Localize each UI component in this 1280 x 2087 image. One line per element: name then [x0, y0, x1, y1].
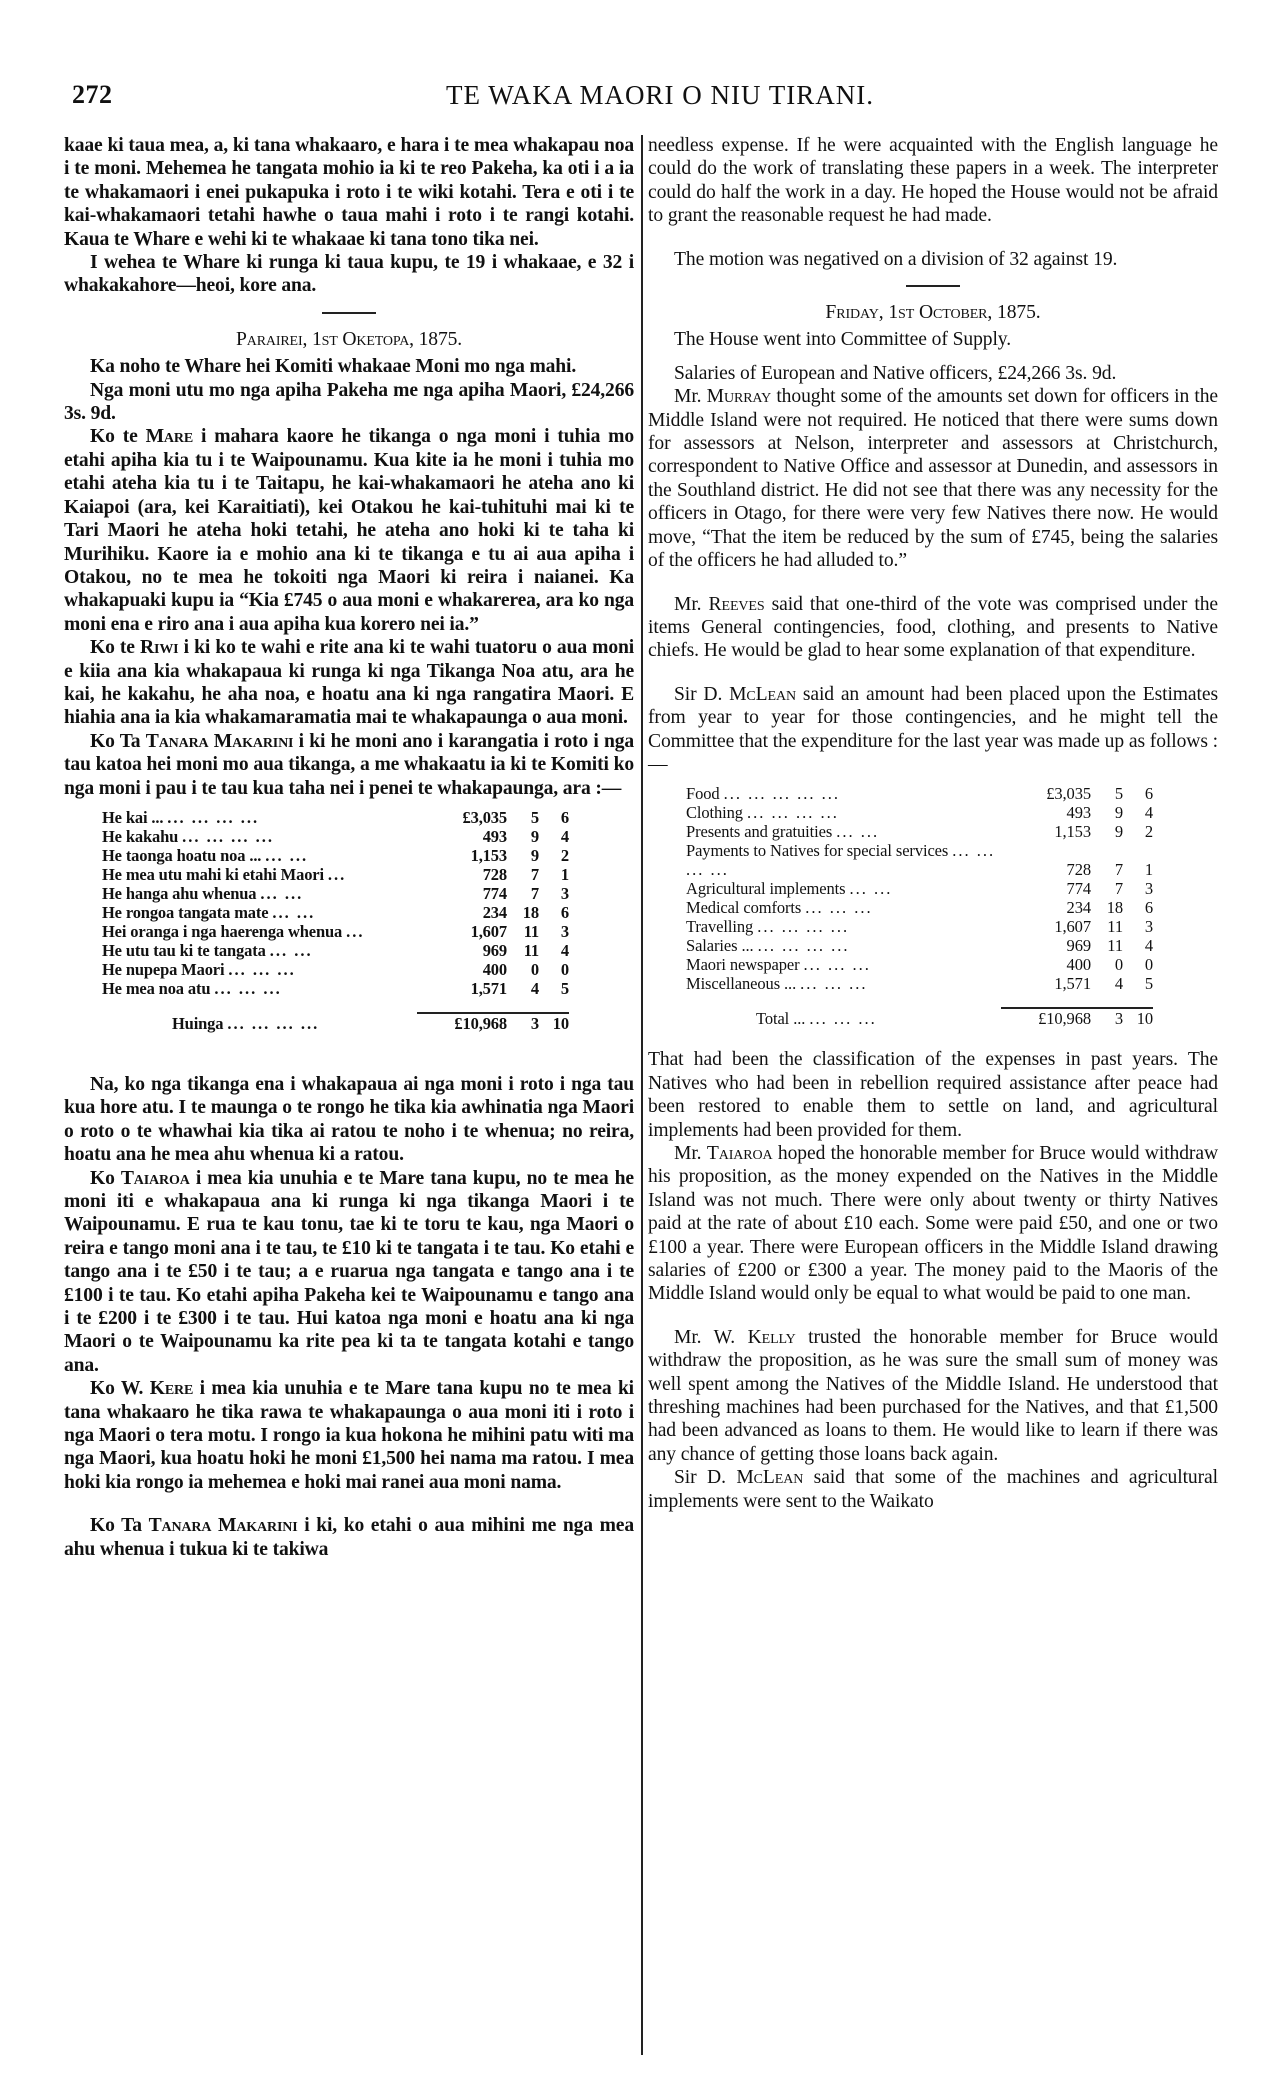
paragraph: That had been the classification of the expenses in past years. The Natives who had been in rebellion required assistance after peace had been restored to enable them to settle on land, and agricultural implements had been provided for them.: [648, 1049, 1218, 1141]
table-total-row: Huinga ... ... ... ... £10,968 3 10: [172, 1013, 569, 1033]
table-row: Salaries ... ... ... ... ... 969 11 4: [686, 936, 1153, 956]
paragraph: Ko Ta Tanara Makarini i ki he moni ano i karangatia i roto i nga tau katoa hei moni mo aua tikanga, a me whakaatu ia ki te Komiti ko nga moni i pau i te tau kua taha nei i penei te whakapaunga, ara :—: [64, 730, 634, 799]
table-row: He nupepa Maori ... ... ... 400 0 0: [102, 959, 569, 979]
paragraph: Ka noho te Whare hei Komiti whakaae Moni mo nga mahi.: [90, 356, 577, 378]
speaker-name: Reeves: [708, 593, 765, 615]
paragraph: Salaries of European and Native officers, £24,266 3s. 9d.: [674, 362, 1117, 384]
table-row: He kai ... ... ... ... ... £3,035 5 6: [102, 807, 569, 827]
paragraph: Mr. Murray thought some of the amounts set down for officers in the Middle Island were not required. He noticed that there were sums down for assessors at Nelson, interpreter and assessors at Christchurch, correspondent to Native Office and assessor at Dunedin, and assessors in the Southland district. He did not see that there was any necessity for the officers in Otago, for there were very few Natives there now. He would move, “That the item be reduced by the sum of £745, being the salaries of the officers he had alluded to.”: [648, 386, 1218, 572]
table-row: Food ... ... ... ... ... £3,035 5 6: [686, 784, 1153, 804]
expenditure-table-maori: [102, 808, 569, 1033]
paragraph: Ko W. Kere i mea kia unuhia e te Mare tana kupu no te mea ki tana whakaaro he tika rawa te whakapaunga o aua moni iti i roto i nga Maori o tera motu. I rongo ia kua hokona he mihini patu witi ma nga Maori, kua hoatu hoki he moni £1,500 hei nama ma ratou. I mea hoki kia rongo ia mehemea e hoki mai ranei aua moni nama.: [64, 1378, 634, 1493]
speaker-name: McLean: [729, 683, 796, 705]
table-row: Presents and gratuities ... ... 1,153 9 2: [686, 822, 1153, 842]
speaker-name: Mare: [145, 426, 194, 448]
table-row: Medical comforts ... ... ... 234 18 6: [686, 898, 1153, 918]
paragraph: Sir D. McLean said that some of the machines and agricultural implements were sent to the Waikato: [648, 1467, 1218, 1512]
paragraph: I wehea te Whare ki runga ki taua kupu, te 19 i whakaae, e 32 i whakakahore—heoi, kore ana.: [64, 252, 634, 297]
left-column-maori: [64, 134, 634, 1561]
paragraph: Sir D. McLean said an amount had been placed upon the Estimates from year to year for those contingencies, and he might tell the Committee that the expenditure for the last year was made up as follows :—: [648, 683, 1219, 775]
speaker-name: Taiaroa: [706, 1142, 773, 1164]
table-row: He hanga ahu whenua ... ... 774 7 3: [102, 883, 569, 903]
table-row: Agricultural implements ... ... 774 7 3: [686, 879, 1153, 899]
table-row: Hei oranga i nga haerenga whenua ... 1,607 11 3: [102, 921, 569, 941]
paragraph: Na, ko nga tikanga ena i whakapaua ai nga moni i roto i nga tau kua hore atu. I te maunga o te rongo he tika kia awhinatia nga Maori o roto o te whawhai kia tika ai ratou te noho i te whenua; no reira, hoatu ana he mea ahu whenua ki a ratou.: [64, 1073, 634, 1166]
paragraph: Nga moni utu mo nga apiha Pakeha me nga apiha Maori, £24,266 3s. 9d.: [64, 379, 634, 425]
table-row: He taonga hoatu noa ... ... ... 1,153 9 2: [102, 845, 569, 865]
speaker-name: Kere: [149, 1378, 194, 1400]
dateline: Friday, 1st October, 1875.: [825, 302, 1041, 324]
speaker-name: McLean: [736, 1467, 804, 1489]
speaker-name: Kelly: [747, 1326, 796, 1348]
paragraph: Ko Ta Tanara Makarini i ki, ko etahi o aua mihini me nga mea ahu whenua i tukua ki te takiwa: [64, 1515, 634, 1560]
column-divider: [641, 135, 643, 2055]
section-rule: [322, 312, 376, 314]
page-title: TE WAKA MAORI O NIU TIRANI.: [446, 80, 874, 110]
paragraph: Mr. Reeves said that one-third of the vote was comprised under the items General contingencies, food, clothing, and presents to Native chiefs. He would be glad to hear some explanation of that expenditure.: [648, 593, 1218, 662]
speaker-name: Tanara Makarini: [148, 1515, 298, 1537]
paragraph: Ko te Mare i mahara kaore he tikanga o nga moni i tuhia mo etahi apiha kia tu i te Waipounamu. Kua kite ia he moni i tuhia mo etahi ateha kia tu i te Taitapu, he kai-whakamaori he ateha ano ki Kaiapoi (ara, kei Karaitiati), kei Otakou he kai-tuhituhi mai ki te Tari Maori he ateha hoki tetahi, he ateha ano hoki ki te taha ki Murihiku. Kaore ia e mohio ana ki te tikanga e tu ai aua apiha i Otakou, no te mea he tokoiti nga Maori ki reira i naianei. Ka whakapuaki kupu ia “Kia £745 o aua moni e whakarerea, ara ko nga moni ena e riro ana i aua apiha kua korero nei ia.”: [64, 426, 634, 635]
page-number: 272: [72, 80, 113, 109]
table-row: Clothing ... ... ... ... 493 9 4: [686, 803, 1153, 823]
table-row: Maori newspaper ... ... ... 400 0 0: [686, 955, 1153, 975]
speaker-name: Murray: [706, 386, 772, 408]
table-row: He kakahu ... ... ... ... 493 9 4: [102, 826, 569, 846]
paragraph: kaae ki taua mea, a, ki tana whakaaro, e hara i te mea whakapau noa i te moni. Mehemea he tangata mohio ia ki te reo Pakeha, ka oti i a ia te whakamaori i enei pukapuka i roto i te wiki kotahi. Tera e oti i te kai-whakamaori tetahi hawhe o taua mahi i roto i te rangi kotahi. Kaua te Whare e wehi ki te whakaae ki tana tono tika nei.: [64, 135, 634, 250]
table-total-row: Total ... ... ... ... £10,968 3 10: [756, 1009, 1153, 1029]
paragraph: needless expense. If he were acquainted with the English language he could do the work of translating these papers in a week. The interpreter could do half the work in a day. He hoped the House would not be afraid to grant the reasonable request he had made.: [648, 135, 1218, 227]
section-rule: [906, 285, 960, 287]
paragraph: Ko Taiaroa i mea kia unuhia e te Mare tana kupu, no te mea he moni iti e whakapaua ana ki runga ki nga tikanga Maori i te Waipounamu. E rua te kau tonu, tae ki te toru te kau, nga Maori o reira e tango moni ana i te tau, te £10 ki te tangata i te tau. Ko etahi e tango ana i te £50 i te tau; a e ruarua nga tangata e tango ana i te £100 i te tau. Ko etahi apiha Pakeha kei te Waipounamu e tango ana i te £200 i te £300 i te tau. Hui katoa nga moni e hoatu ana ki nga Maori o te Waipounamu ka rite pea ki ta te tangata kotahi e tango ana.: [64, 1167, 634, 1376]
paragraph: The House went into Committee of Supply.: [674, 329, 1012, 351]
right-column-english: [648, 134, 1218, 1513]
table-row: He mea noa atu ... ... ... 1,571 4 5: [102, 978, 569, 998]
paragraph: Ko te Riwi i ki ko te wahi e rite ana ki te wahi tuatoru o aua moni e kiia ana kia whakapaua ki runga ki nga Tikanga Noa atu, ara he kai, he kakahu, he aha noa, e hoatu ana ki nga rangatira Maori. E hiahia ana ia kia whakamaramatia mai te whakapaunga o aua moni.: [64, 637, 635, 729]
table-row: He rongoa tangata mate ... ... 234 18 6: [102, 902, 569, 922]
table-row: He mea utu mahi ki etahi Maori ... 728 7 1: [102, 864, 569, 884]
paragraph: Mr. Taiaroa hoped the honorable member for Bruce would withdraw his proposition, as the money expended on the Natives in the Middle Island was not much. There were only about twenty or thirty Natives paid at the rate of about £10 each. Some were paid £50, and one or two £100 a year. There were European officers in the Middle Island drawing salaries of £200 or £300 a year. The money paid to the Maoris of the Middle Island would only be equal to what would be paid to one man.: [648, 1142, 1218, 1305]
table-row: Payments to Natives for special services ... ... ... ... 728 7 1: [686, 841, 1153, 880]
dateline: Parairei, 1st Oketopa, 1875.: [235, 328, 462, 350]
page-header: [60, 80, 1220, 120]
expenditure-table-english: [686, 784, 1153, 1028]
table-row: He utu tau ki te tangata ... ... 969 11 4: [102, 940, 569, 960]
table-row: Miscellaneous ... ... ... ... 1,571 4 5: [686, 974, 1153, 994]
table-row: Travelling ... ... ... ... 1,607 11 3: [686, 917, 1153, 937]
speaker-name: Riwi: [140, 637, 179, 659]
speaker-name: Tanara Makarini: [145, 730, 294, 752]
paragraph: Mr. W. Kelly trusted the honorable member for Bruce would withdraw the proposition, as he was sure the small sum of money was well spent among the Natives of the Middle Island. He understood that threshing machines had been purchased for the Natives, and that £1,500 had been advanced as loans to them. He would like to learn if there was any chance of getting those loans back again.: [648, 1326, 1218, 1465]
paragraph: The motion was negatived on a division of 32 against 19.: [674, 248, 1118, 270]
speaker-name: Taiaroa: [120, 1167, 190, 1189]
